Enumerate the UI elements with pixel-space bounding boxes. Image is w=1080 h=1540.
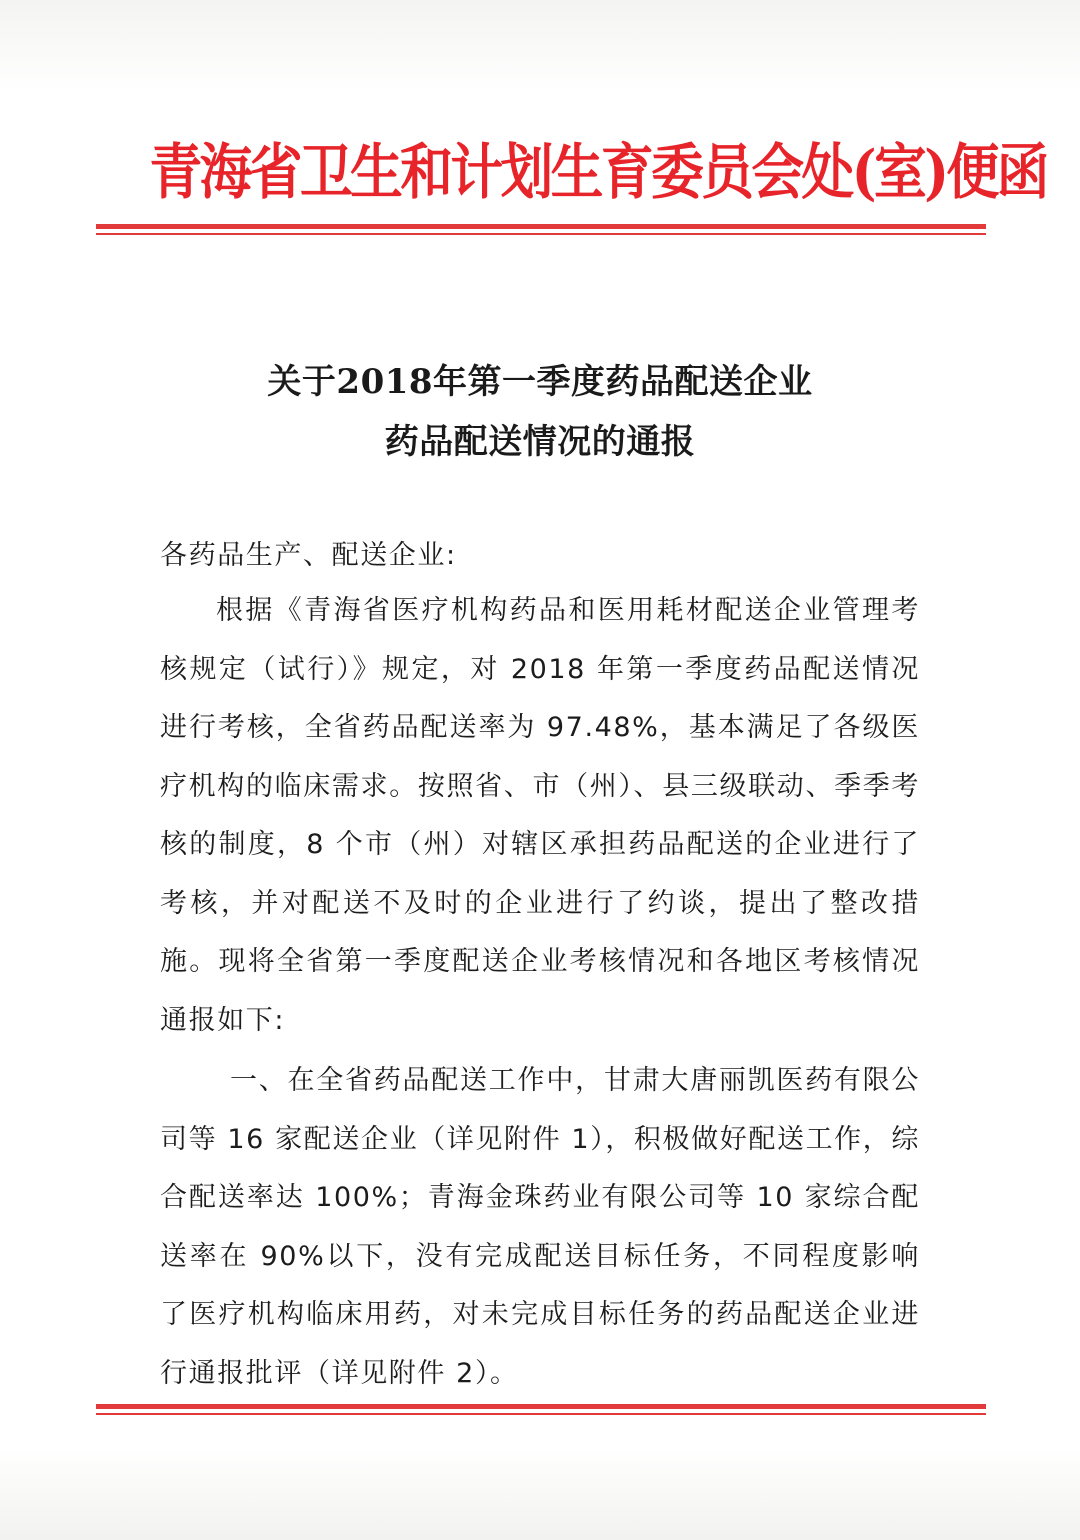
body-paragraph-1: 根据《青海省医疗机构药品和医用耗材配送企业管理考核规定（试行）》规定，对 2018 年第一季度药品配送情况进行考核，全省药品配送率为 97.48%，基本满足了各级医疗机构的临床需求。按照省、市（州）、县三级联动、季季考核的制度，8 个市（州）对辖区承担药品配送的企业进行了考核，并对配送不及时的企业进行了约谈，提出了整改措施。现将全省第一季度配送企业考核情况和各地区考核情况通报如下:	[160, 595, 920, 1036]
rule-thin-line	[96, 233, 986, 235]
salutation: 各药品生产、配送企业:	[160, 540, 457, 571]
letterhead-bottom-rule	[96, 1404, 986, 1415]
letterhead-title: 青海省卫生和计划生育委员会处(室)便函	[149, 138, 1047, 208]
rule-thick-line	[96, 1404, 986, 1409]
letterhead-top-rule	[96, 224, 986, 235]
document-title-line-1: 关于2018年第一季度药品配送企业	[267, 362, 813, 402]
body-paragraph-2: 一、在全省药品配送工作中，甘肃大唐丽凯医药有限公司等 16 家配送企业（详见附件 1），积极做好配送工作，综合配送率达 100%；青海金珠药业有限公司等 10 家综合配送率在 90%以下，没有完成配送目标任务，不同程度影响了医疗机构临床用药，对未完成目标任务的药品配送企业进行通报批评（详见附件 2）。	[160, 1065, 920, 1389]
document-title-line-2: 药品配送情况的通报	[384, 422, 696, 462]
rule-thin-line	[96, 1413, 986, 1415]
rule-thick-line	[96, 224, 986, 229]
